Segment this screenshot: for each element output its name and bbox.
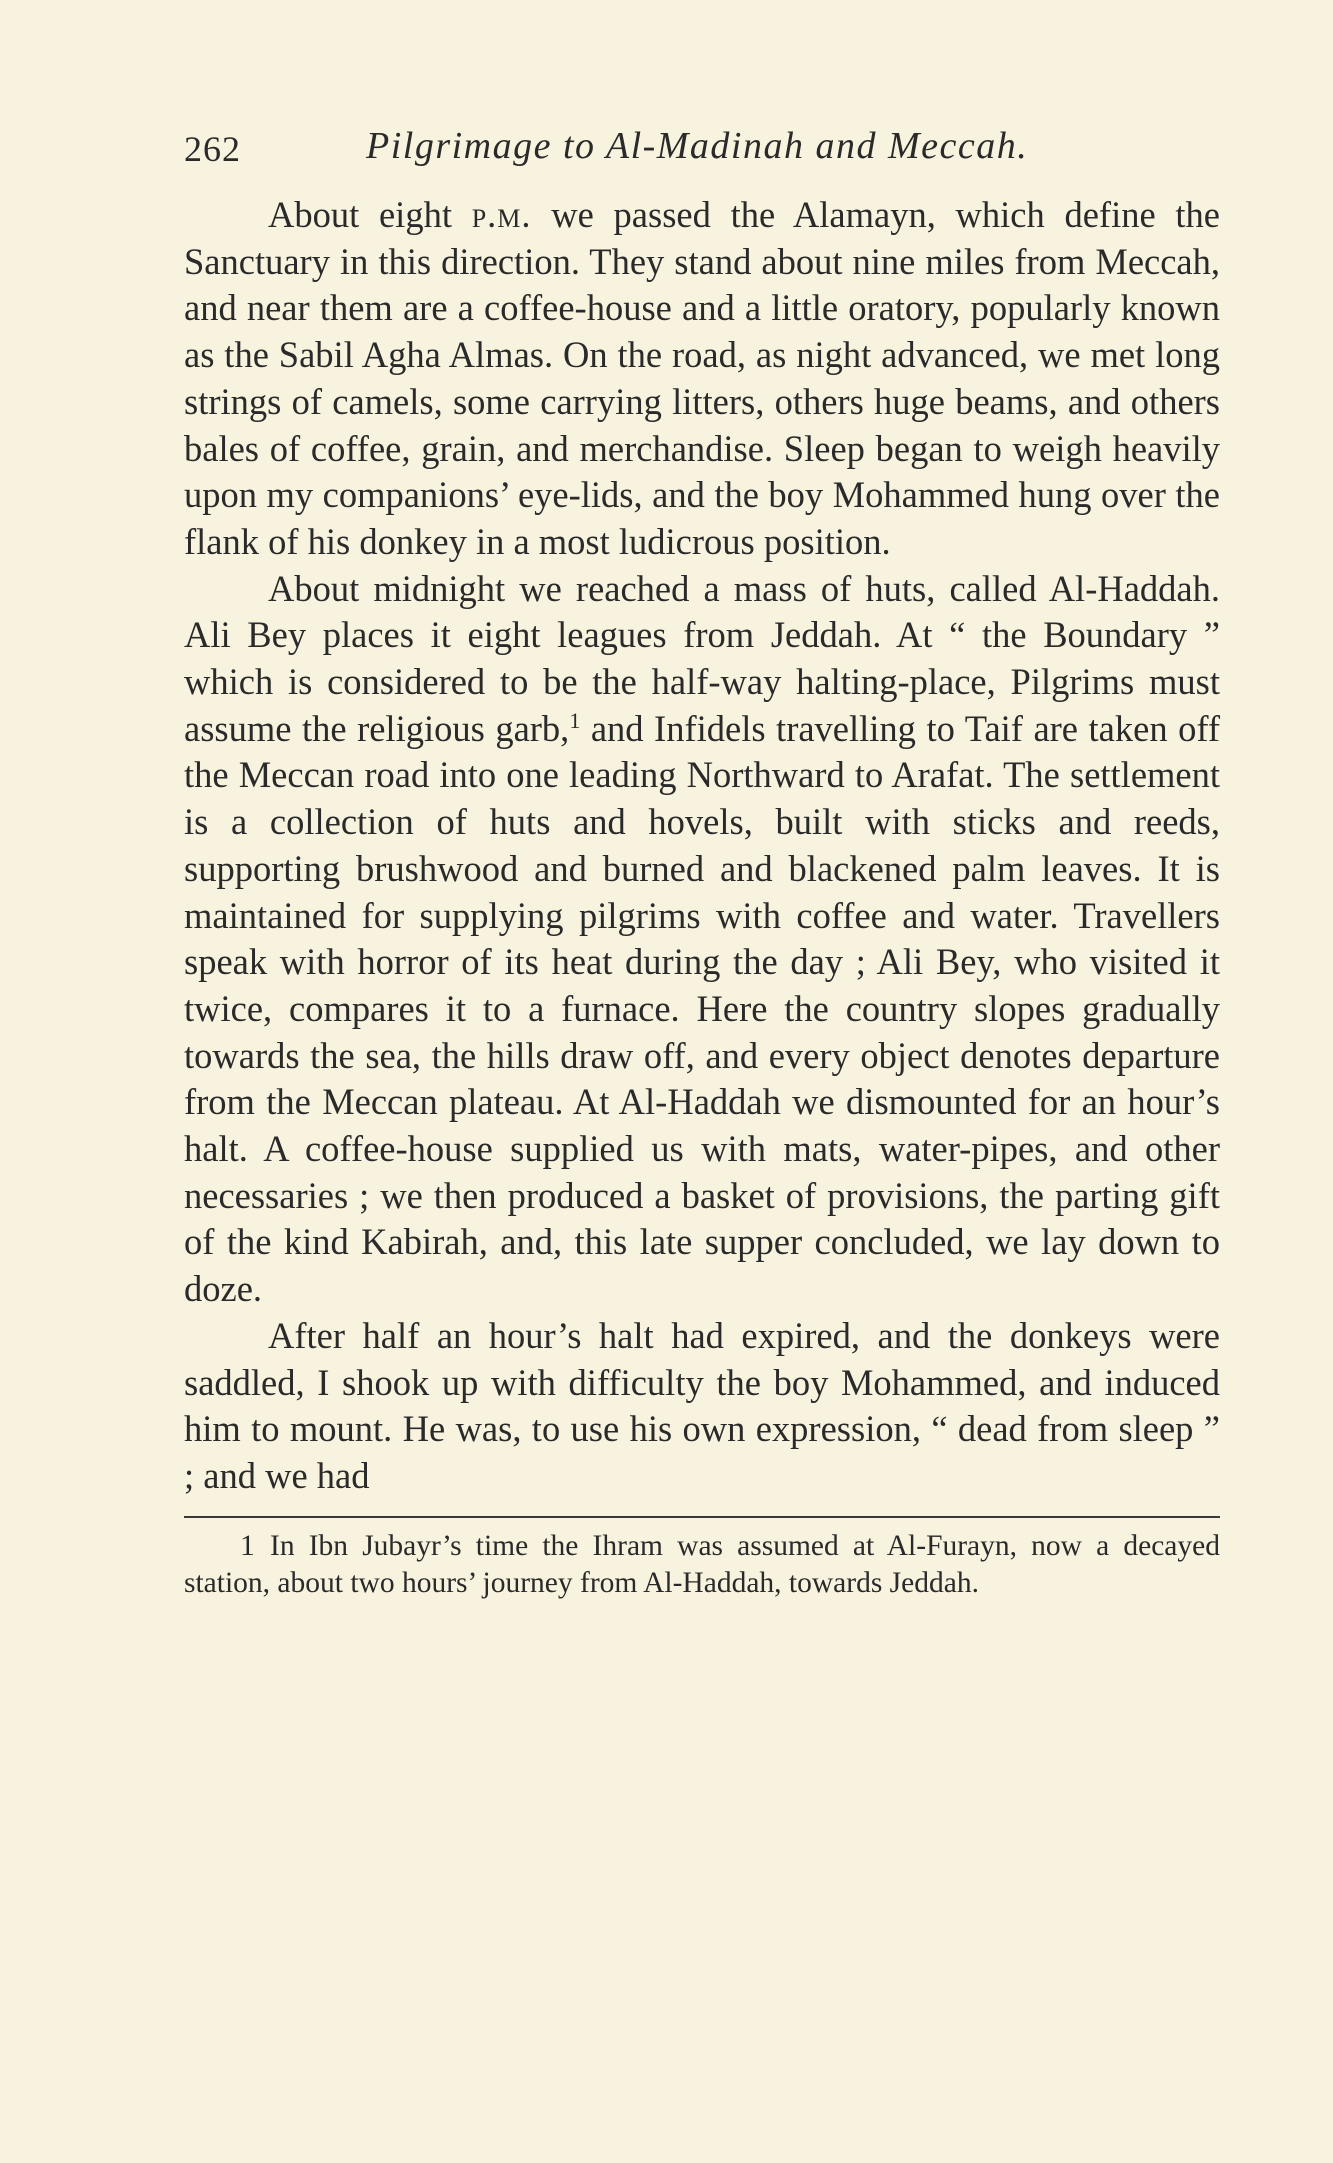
footnote [184,1528,1220,1602]
footnote-divider [184,1516,1220,1518]
footnote-text: In Ibn Jubayr’s time the Ihram was assumed at Al-Furayn, now a decayed station, about two hours’ journey from Al-Haddah, towards Jeddah. [184,1529,1220,1599]
body-text [184,192,1220,1500]
book-page [184,120,1220,1602]
page-header [184,120,1220,176]
paragraph-1-start: About eight [268,194,472,235]
paragraph-1-rest: we passed the Alamayn, which define the Sanctuary in this direction. They stand about nine miles from Meccah, and near them are a coffee-house and a little oratory, popularly known as the Sabil Agha Almas. On the road, as night advanced, we met long strings of camels, some carrying litters, others huge beams, and others bales of coffee, grain, and merchandise. Sleep began to weigh heavily upon my companions’ eye-lids, and the boy Mohammed hung over the flank of his donkey in a most ludicrous position. [184,194,1220,562]
paragraph-2 [184,566,1220,1313]
paragraph-1 [184,192,1220,566]
paragraph-3: After half an hour’s halt had expired, and the donkeys were saddled, I shook up with difficulty the boy Mohammed, and induced him to mount. He was, to use his own expression, “ dead from sleep ” ; and we had [184,1314,1220,1496]
paragraph-2-start: About midnight we reached a mass of huts, called Al-Haddah. Ali Bey places it eight leagues from Jeddah. At “ the Boundary ” which is considered to be the half-way halting-place, Pilgrims must assume the religious garb, [184,567,1220,749]
running-title: Pilgrimage to Al-Madinah and Meccah. [366,125,1029,167]
page-number: 262 [184,129,241,169]
footnote-reference: 1 [569,707,581,733]
pm-abbreviation: p.m. [471,194,532,235]
paragraph-2-rest: and Infidels travelling to Taif are taken off the Meccan road into one leading Northward to Arafat. The settlement is a collection of huts and hovels, built with sticks and reeds, supporting brushwood and burned and blackened palm leaves. It is maintained for supplying pilgrims with coffee and water. Travellers speak with horror of its heat during the day ; Ali Bey, who visited it twice, compares it to a furnace. Here the country slopes gradually towards the sea, the hills draw off, and every object denotes departure from the Meccan plateau. At Al-Haddah we dismounted for an hour’s halt. A coffee-house supplied us with mats, water-pipes, and other necessaries ; we then produced a basket of provisions, the parting gift of the kind Kabirah, and, this late supper concluded, we lay down to doze. [184,707,1220,1310]
footnote-number: 1 [240,1529,255,1562]
